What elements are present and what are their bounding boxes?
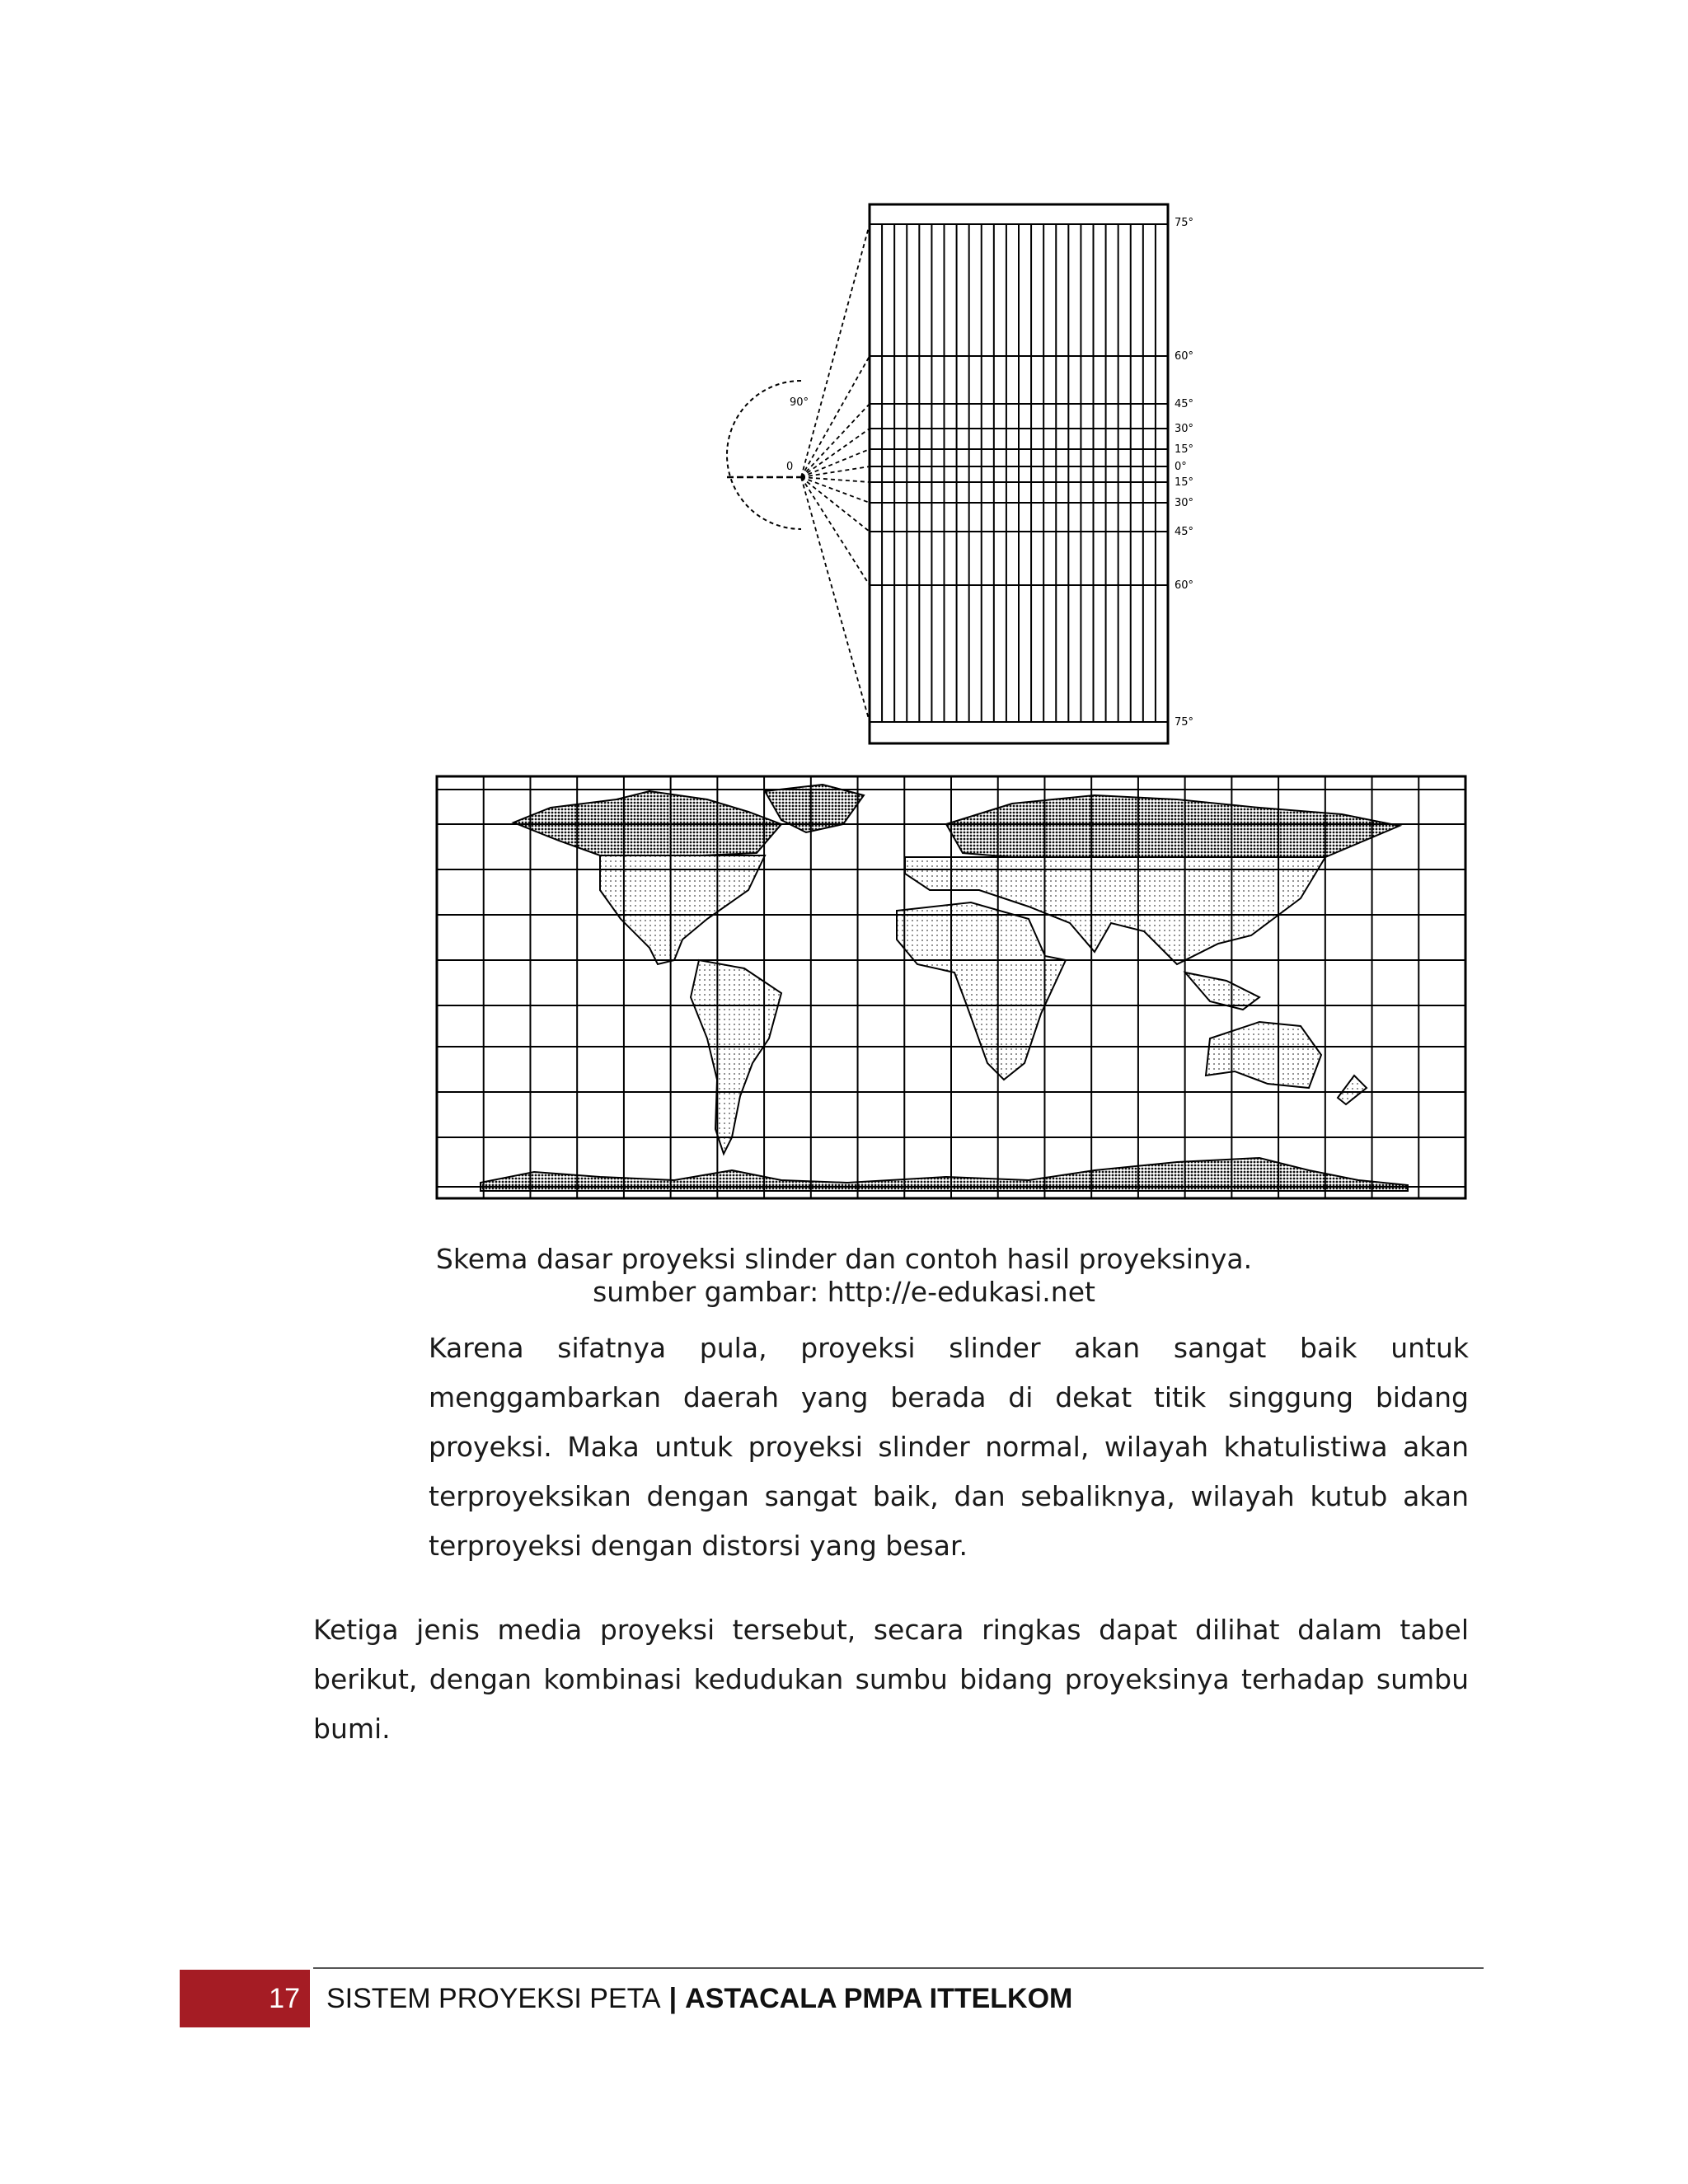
footer-rule [313,1967,1484,1969]
latitude-label: 45° [1175,526,1194,538]
figure-source: sumber gambar: http://e-edukasi.net [593,1276,1095,1308]
latitude-label: 45° [1175,398,1194,410]
cylindrical-projection-diagram [725,198,1194,758]
page-number: 17 [180,1970,310,2027]
projection-rays [801,224,870,722]
organization-name: ASTACALA PMPA ITTELKOM [685,1982,1073,2014]
footer-separator: | [668,1982,678,2014]
latitude-label: 60° [1175,579,1194,592]
latitude-label: 30° [1175,423,1194,435]
figure-caption: Skema dasar proyeksi slinder dan contoh hasil proyeksinya. [435,1243,1253,1275]
latitude-label: 15° [1175,443,1194,456]
body-paragraph-1: Karena sifatnya pula, proyeksi slinder akan sangat baik untuk menggambarkan daerah yang berada di dekat titik singgung bidang proyeksi. Maka untuk proyeksi slinder normal, wilayah khatulistiwa akan terproyeksikan dengan sangat baik, dan sebaliknya, wilayah kutub akan terproyeksi dengan distorsi yang besar. [429,1332,1469,1562]
latitude-labels [1175,217,1193,729]
latitude-label: 75° [1175,716,1194,729]
latitude-label: 30° [1175,497,1194,509]
document-title: SISTEM PROYEKSI PETA [326,1982,661,2014]
label-zero: 0 [786,461,794,473]
latitude-label: 60° [1175,350,1194,363]
footer-title [326,1970,1072,2027]
latitude-label: 15° [1175,476,1194,489]
world-map-cylindrical [435,775,1467,1203]
latitude-label: 75° [1175,217,1194,229]
body-paragraph-2: Ketiga jenis media proyeksi tersebut, secara ringkas dapat dilihat dalam tabel berikut, dengan kombinasi kedudukan sumbu bidang proyeksinya terhadap sumbu bumi. [313,1614,1469,1745]
latitude-label: 0° [1175,461,1187,473]
label-90: 90° [790,396,809,409]
meridian-lines [882,224,1156,722]
